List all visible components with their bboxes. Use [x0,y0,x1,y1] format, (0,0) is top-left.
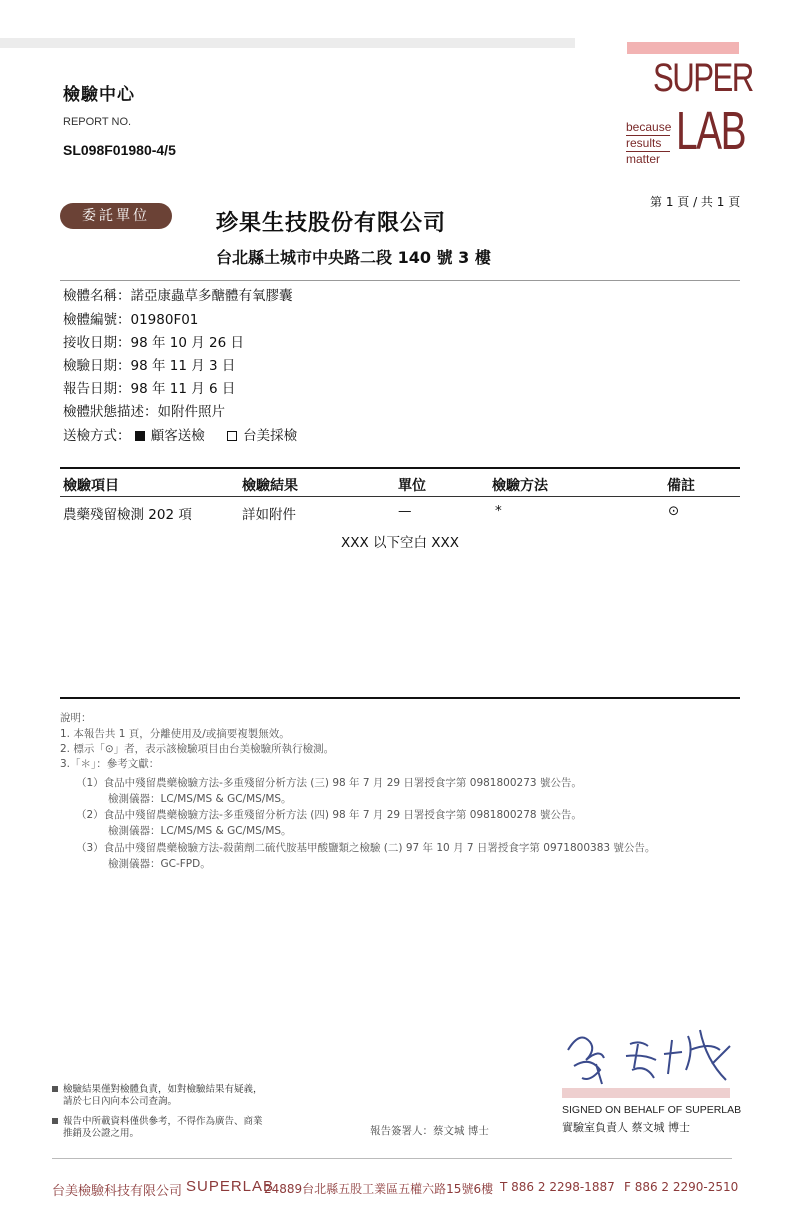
sample-number: 檢體編號：01980F01 [63,312,199,328]
report-date: 報告日期：98 年 11 月 6 日 [63,381,236,397]
header-remark: 備註 [667,478,695,494]
cell-unit: — [398,503,412,519]
table-top-rule [60,467,740,469]
footer-rule [52,1158,732,1159]
cell-item: 農藥殘留檢測 202 項 [63,507,192,523]
scan-shadow [0,38,575,48]
reference-2-instrument: 檢測儀器：LC/MS/MS & GC/MS/MS。 [108,825,292,837]
received-date: 接收日期：98 年 10 月 26 日 [63,335,244,351]
bullet-square [52,1118,58,1124]
sample-name: 檢體名稱：諾亞康蟲草多醣體有氧膠囊 [63,288,293,304]
footer-note-1-line-2: 請於七日內向本公司查詢。 [63,1096,178,1107]
reference-3-instrument: 檢測儀器：GC-FPD。 [108,858,211,870]
report-signer: 報告簽署人：蔡文城 博士 [370,1125,489,1137]
delivery-method [63,428,297,444]
footer-fax: F 886 2 2290-2510 [624,1180,739,1194]
divider [60,280,740,281]
logo-super: SUPER [653,56,753,100]
report-no-label: REPORT NO. [63,116,132,128]
cell-remark: ⊙ [668,503,680,519]
footer-note-2-line-1: 報告中所載資料僅供參考，不得作為廣告、商業 [63,1116,263,1127]
client-badge: 委託單位 [60,203,172,229]
report-no: SL098F01980-4/5 [63,142,176,158]
handwritten-signature [560,1020,740,1090]
bullet-square [52,1086,58,1092]
header-result: 檢驗結果 [242,478,298,494]
reference-1-instrument: 檢測儀器：LC/MS/MS & GC/MS/MS。 [108,793,292,805]
reference-3: （3）食品中殘留農藥檢驗方法-殺菌劑二硫代胺基甲酸鹽類之檢驗 (二) 97 年 10 月 7 日署授食字第 0971800383 號公告。 [76,842,656,854]
header-item: 檢驗項目 [63,478,119,494]
note-1: 1. 本報告共 1 頁，分離使用及/或摘要複製無效。 [60,728,290,740]
tagline-2: results [626,136,670,152]
signature-accent-bar [562,1088,730,1098]
note-3: 3.「＊」：參考文獻： [60,758,160,770]
delivery-label: 送檢方式： [63,428,131,444]
cell-method: * [495,503,502,519]
cell-result: 詳如附件 [242,507,296,523]
header-method: 檢驗方法 [492,478,548,494]
footer-note-1-line-1: 檢驗結果僅對檢體負責，如對檢驗結果有疑義， [63,1084,263,1095]
client-company: 珍果生技股份有限公司 [216,211,447,236]
footer-company: 台美檢驗科技有限公司 [52,1184,183,1199]
test-date: 檢驗日期：98 年 11 月 3 日 [63,358,236,374]
footer-note-2-line-2: 推銷及公證之用。 [63,1128,140,1139]
table-bottom-rule [60,697,740,699]
delivery-option-1: 顧客送檢 [150,428,205,444]
sample-condition: 檢體狀態描述：如附件照片 [63,404,225,420]
notes-title: 說明： [60,712,92,724]
tagline-1: because [626,120,672,134]
checkbox-checked [135,431,145,441]
table-header-rule [60,496,740,497]
checkbox-unchecked [227,431,237,441]
footer-note-2 [52,1116,263,1140]
header-unit: 單位 [398,478,426,494]
footer-tel: T 886 2 2298-1887 [500,1180,615,1194]
signed-on-behalf: SIGNED ON BEHALF OF SUPERLAB [562,1104,742,1116]
footer-address: 24889台北縣五股工業區五權六路15號6樓 [264,1182,494,1196]
reference-1: （1）食品中殘留農藥檢驗方法-多重殘留分析方法 (三) 98 年 7 月 29 日署授食字第 0981800273 號公告。 [76,777,582,789]
logo-accent-bar [627,42,739,54]
lab-director: 實驗室負責人 蔡文城 博士 [562,1121,690,1134]
logo-lab: LAB [676,101,746,161]
client-address: 台北縣土城市中央路二段 140 號 3 樓 [216,248,491,267]
end-marker: XXX 以下空白 XXX [340,535,460,551]
footer-brand: SUPERLAB [186,1178,275,1195]
delivery-option-2: 台美採檢 [243,428,298,444]
logo-tagline [626,120,670,167]
center-title: 檢驗中心 [63,85,135,105]
footer-note-1 [52,1084,263,1108]
tagline-3: matter [626,152,661,166]
reference-2: （2）食品中殘留農藥檢驗方法-多重殘留分析方法 (四) 98 年 7 月 29 日署授食字第 0981800278 號公告。 [76,809,582,821]
note-2: 2. 標示「⊙」者，表示該檢驗項目由台美檢驗所執行檢測。 [60,743,335,755]
page-info: 第 1 頁 / 共 1 頁 [650,195,741,209]
